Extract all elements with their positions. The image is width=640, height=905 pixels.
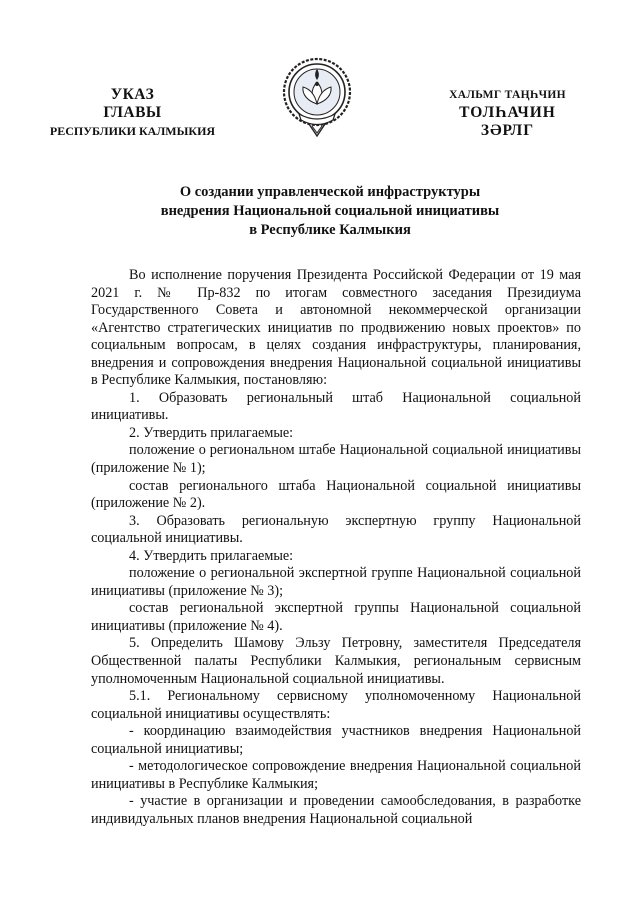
title-line-1: О создании управленческой инфраструктуры: [179, 184, 481, 200]
paragraph-item-4-b: состав региональной экспертной группы Национальной социальной инициативы (приложение № 4).: [91, 600, 581, 634]
header-right-block: [440, 86, 575, 140]
header-left-block: [30, 86, 235, 140]
paragraph-item-2-b: состав регионального штаба Национальной социальной инициативы (приложение № 2).: [91, 477, 581, 512]
document-title: [80, 183, 580, 240]
paragraph-item-3: 3. Образовать региональную экспертную группу Национальной социальной инициативы.: [91, 512, 581, 547]
paragraph-item-4-a: положение о региональной экспертной группе Национальной социальной инициативы (приложение № 3);: [91, 565, 581, 599]
header-right-line-1: ХАЛЬМГ ТАҢҺЧИН: [449, 89, 566, 101]
paragraph-item-5: 5. Определить Шамову Эльзу Петровну, заместителя Председателя Общественной палаты Республики Калмыкия, региональным сервисным уполномоченным Национальной социальной инициативы.: [91, 635, 581, 687]
paragraph-item-5-1-c: - участие в организации и проведении самообследования, в разработке индивидуальных планов внедрения Национальной социальной: [91, 793, 581, 827]
paragraph-item-4: 4. Утвердить прилагаемые:: [129, 547, 294, 564]
paragraph-item-5-1-b: - методологическое сопровождение внедрения Национальной социальной инициативы в Республике Калмыкия;: [91, 758, 581, 792]
paragraph-item-2: 2. Утвердить прилагаемые:: [129, 424, 294, 441]
document-body: [91, 267, 581, 829]
title-line-3: в Республике Калмыкия: [249, 222, 411, 238]
title-line-2: внедрения Национальной социальной инициативы: [160, 203, 500, 219]
header-left-line-1: УКАЗ: [110, 86, 155, 103]
header-right-line-2: ТОЛҺАЧИН: [459, 104, 556, 121]
header-left-line-3: РЕСПУБЛИКИ КАЛМЫКИЯ: [49, 124, 216, 138]
paragraph-preamble: Во исполнение поручения Президента Российской Федерации от 19 мая 2021 г. № Пр-832 по итогам совместного заседания Президиума Государственного Совета и автономной некоммерческой организации «Агентство стратегических инициатив по продвижению новых проектов» по социальным вопросам, в целях создания инфраструктуры, планирования, внедрения и сопровождения внедрения Национальной социальной инициативы в Республике Калмыкия, постановляю:: [91, 267, 581, 389]
header-right-line-3: ЗӘРЛГ: [480, 122, 535, 139]
header-left-line-2: ГЛАВЫ: [103, 104, 162, 121]
paragraph-item-1: 1. Образовать региональный штаб Национальной социальной инициативы.: [91, 389, 581, 424]
paragraph-item-2-a: положение о региональном штабе Национальной социальной инициативы (приложение № 1);: [91, 442, 581, 477]
kalmykia-coat-of-arms-icon: [281, 54, 353, 138]
paragraph-item-5-1: 5.1. Региональному сервисному уполномоченному Национальной социальной инициативы осуществлять:: [91, 688, 581, 722]
paragraph-item-5-1-a: - координацию взаимодействия участников внедрения Национальной социальной инициативы;: [91, 723, 581, 757]
